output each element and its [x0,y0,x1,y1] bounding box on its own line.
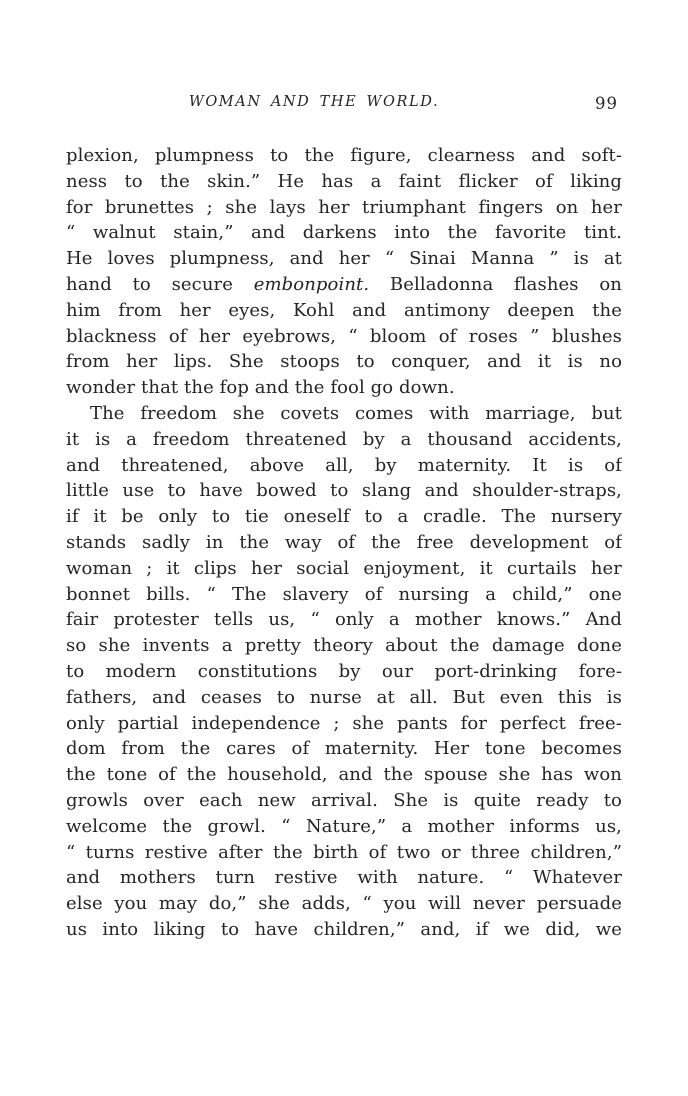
running-title: WOMAN AND THE WORLD. [188,94,440,110]
page-number: 99 [595,94,618,113]
text-segment: “ walnut stain,” and darkens into the favorite tint. [66,222,622,244]
text-line [66,504,622,530]
text-segment: else you may do,” she adds, “ you will never persuade [66,893,622,915]
text-segment: He loves plumpness, and her “ Sinai Manna ” is at [66,248,622,270]
text-segment: hand to secure [66,273,254,295]
text-line [66,375,622,401]
text-line [66,865,622,891]
text-segment: from her lips. She stoops to conquer, and it is no [66,351,622,373]
text-segment: for brunettes ; she lays her triumphant fingers on her [66,196,622,218]
text-segment: welcome the growl. “ Nature,” a mother informs us, [66,815,622,837]
text-line [66,556,622,582]
text-segment: fathers, and ceases to nurse at all. But even this is [66,686,622,708]
text-line [66,917,622,943]
text-segment: “ turns restive after the birth of two or three children,” [66,841,622,863]
text-segment: little use to have bowed to slang and shoulder-straps, [66,480,622,502]
text-segment: Belladonna flashes on [369,273,622,295]
text-line [66,530,622,556]
text-line [66,324,622,350]
text-segment: woman ; it clips her social enjoyment, it curtails her [66,557,622,579]
paragraph [66,401,622,943]
text-segment: wonder that the fop and the fool go down. [66,377,455,399]
text-line [66,633,622,659]
text-segment: blackness of her eyebrows, “ bloom of roses ” blushes [66,325,622,347]
text-segment: it is a freedom threatened by a thousand accidents, [66,428,622,450]
text-segment: if it be only to tie oneself to a cradle. The nursery [66,506,622,528]
text-line [66,246,622,272]
text-segment: growls over each new arrival. She is quite ready to [66,789,622,811]
text-segment: and threatened, above all, by maternity. It is of [66,454,622,476]
paragraph [66,143,622,401]
text-line [66,143,622,169]
text-line [66,736,622,762]
text-line [66,169,622,195]
text-line [66,272,622,298]
text-segment: so she invents a pretty theory about the damage done [66,635,622,657]
text-line [66,607,622,633]
text-segment: only partial independence ; she pants for perfect free- [66,712,622,734]
text-line [66,349,622,375]
text-line [66,891,622,917]
text-line [66,401,622,427]
text-line [66,788,622,814]
text-segment: fair protester tells us, “ only a mother knows.” And [66,609,622,631]
text-segment: the tone of the household, and the spouse she has won [66,764,622,786]
text-block [66,94,622,943]
text-line [66,762,622,788]
text-segment: and mothers turn restive with nature. “ Whatever [66,867,622,889]
text-line [66,298,622,324]
text-segment: us into liking to have children,” and, if we did, we [66,918,622,940]
text-line [66,220,622,246]
italic-text: embonpoint. [253,273,370,295]
text-line [66,840,622,866]
text-line [66,453,622,479]
text-line [66,582,622,608]
text-line [66,427,622,453]
text-segment: stands sadly in the way of the free development of [66,531,622,553]
text-segment: plexion, plumpness to the figure, clearness and soft- [66,145,622,166]
text-line [66,814,622,840]
text-line [66,195,622,221]
page-header [66,94,622,118]
text-line [66,478,622,504]
text-segment: The freedom she covets comes with marriage, but [90,402,622,424]
text-line [66,659,622,685]
text-segment: ness to the skin.” He has a faint flicker of liking [66,170,622,192]
text-segment: to modern constitutions by our port-drinking fore- [66,660,622,682]
text-segment: dom from the cares of maternity. Her tone becomes [66,738,622,760]
text-line [66,685,622,711]
text-segment: bonnet bills. “ The slavery of nursing a child,” one [66,583,622,605]
text-line [66,711,622,737]
page-body [66,143,622,943]
text-segment: him from her eyes, Kohl and antimony deepen the [66,299,622,321]
